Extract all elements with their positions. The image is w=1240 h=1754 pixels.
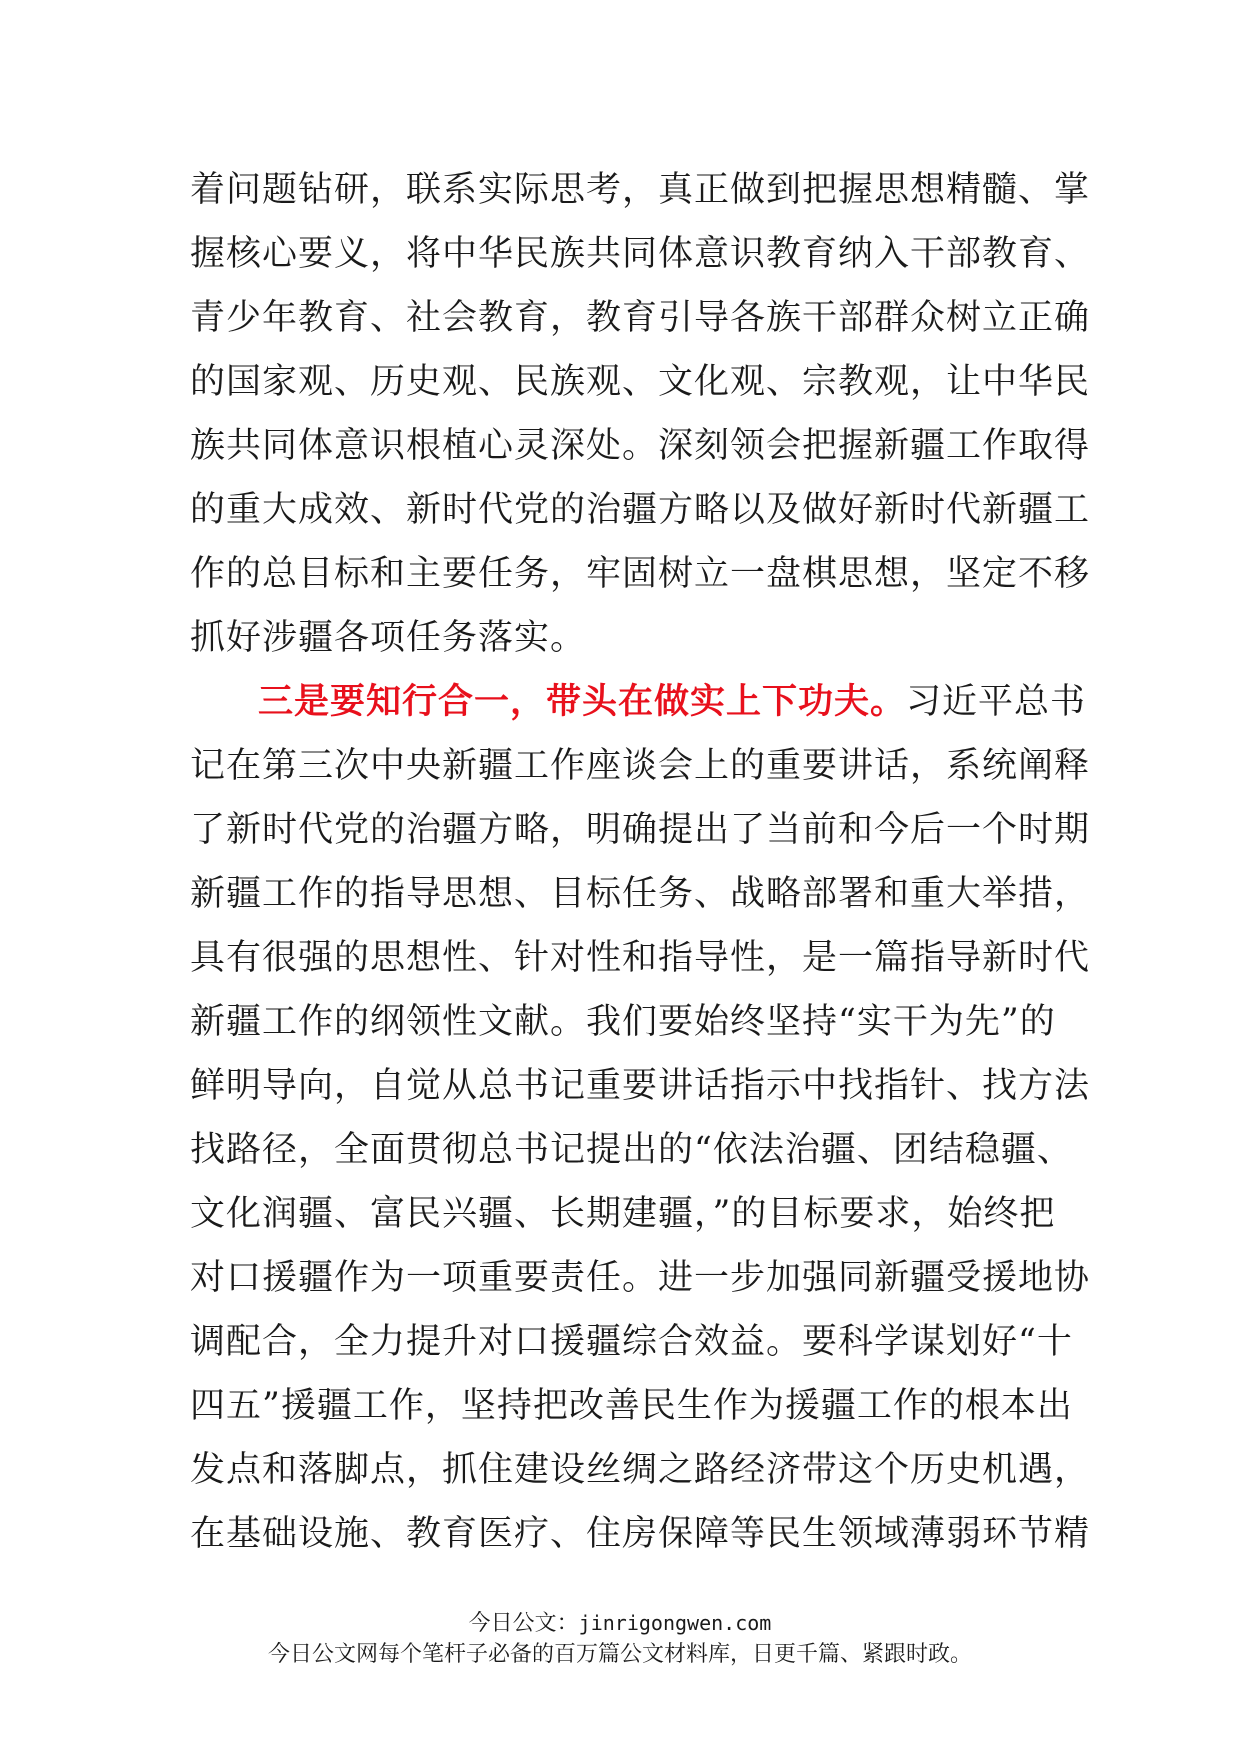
paragraph1-line-6: 的重大成效、新时代党的治疆方略以及做好新时代新疆工 (190, 490, 1091, 530)
paragraph2-line-11: 调配合，全力提升对口援疆综合效益。要科学谋划好“十 (190, 1322, 1073, 1362)
paragraph2-line-12: 四五”援疆工作，坚持把改善民生作为援疆工作的根本出 (190, 1386, 1073, 1426)
paragraph2-first-line (190, 670, 1087, 734)
paragraph1-line-5: 族共同体意识根植心灵深处。深刻领会把握新疆工作取得 (190, 426, 1091, 466)
paragraph1-line-1: 着问题钻研，联系实际思考，真正做到把握思想精髓、掌 (190, 170, 1091, 210)
paragraph1-line-7: 作的总目标和主要任务，牢固树立一盘棋思想，坚定不移 (190, 554, 1091, 594)
paragraph2-line-3: 了新时代党的治疆方略，明确提出了当前和今后一个时期 (190, 810, 1091, 850)
paragraph2-line-7: 鲜明导向，自觉从总书记重要讲话指示中找指针、找方法 (190, 1066, 1091, 1106)
paragraph1-line-2: 握核心要义，将中华民族共同体意识教育纳入干部教育、 (190, 234, 1091, 274)
paragraph1-line-8: 抓好涉疆各项任务落实。 (190, 618, 587, 658)
paragraph2-line-14: 在基础设施、教育医疗、住房保障等民生领域薄弱环节精 (190, 1514, 1091, 1554)
footer-site-line (0, 1608, 1240, 1639)
footer-tagline: 今日公文网每个笔杆子必备的百万篇公文材料库，日更千篇、紧跟时政。 (267, 1642, 972, 1667)
paragraph2-line-9: 文化润疆、富民兴疆、长期建疆，”的目标要求，始终把 (190, 1194, 1056, 1234)
paragraph2-first-line-text: 习近平总书 (906, 682, 1087, 722)
footer-site-label: 今日公文： (468, 1611, 579, 1636)
document-body (190, 158, 1091, 1566)
paragraph2-line-6: 新疆工作的纲领性文献。我们要始终坚持“实干为先”的 (190, 1002, 1056, 1042)
paragraph1-line-3: 青少年教育、社会教育，教育引导各族干部群众树立正确 (190, 298, 1091, 338)
paragraph2-line-13: 发点和落脚点，抓住建设丝绸之路经济带这个历史机遇， (190, 1450, 1091, 1490)
paragraph2-line-10: 对口援疆作为一项重要责任。进一步加强同新疆受援地协 (190, 1258, 1091, 1298)
footer-site-url[interactable]: jinrigongwen.com (578, 1611, 772, 1635)
paragraph1-line-4: 的国家观、历史观、民族观、文化观、宗教观，让中华民 (190, 362, 1091, 402)
section-heading: 三是要知行合一，带头在做实上下功夫。 (258, 682, 907, 722)
paragraph2-line-2: 记在第三次中央新疆工作座谈会上的重要讲话，系统阐释 (190, 746, 1091, 786)
paragraph2-line-4: 新疆工作的指导思想、目标任务、战略部署和重大举措， (190, 874, 1091, 914)
paragraph2-line-5: 具有很强的思想性、针对性和指导性，是一篇指导新时代 (190, 938, 1091, 978)
paragraph2-line-8: 找路径，全面贯彻总书记提出的“依法治疆、团结稳疆、 (190, 1130, 1073, 1170)
